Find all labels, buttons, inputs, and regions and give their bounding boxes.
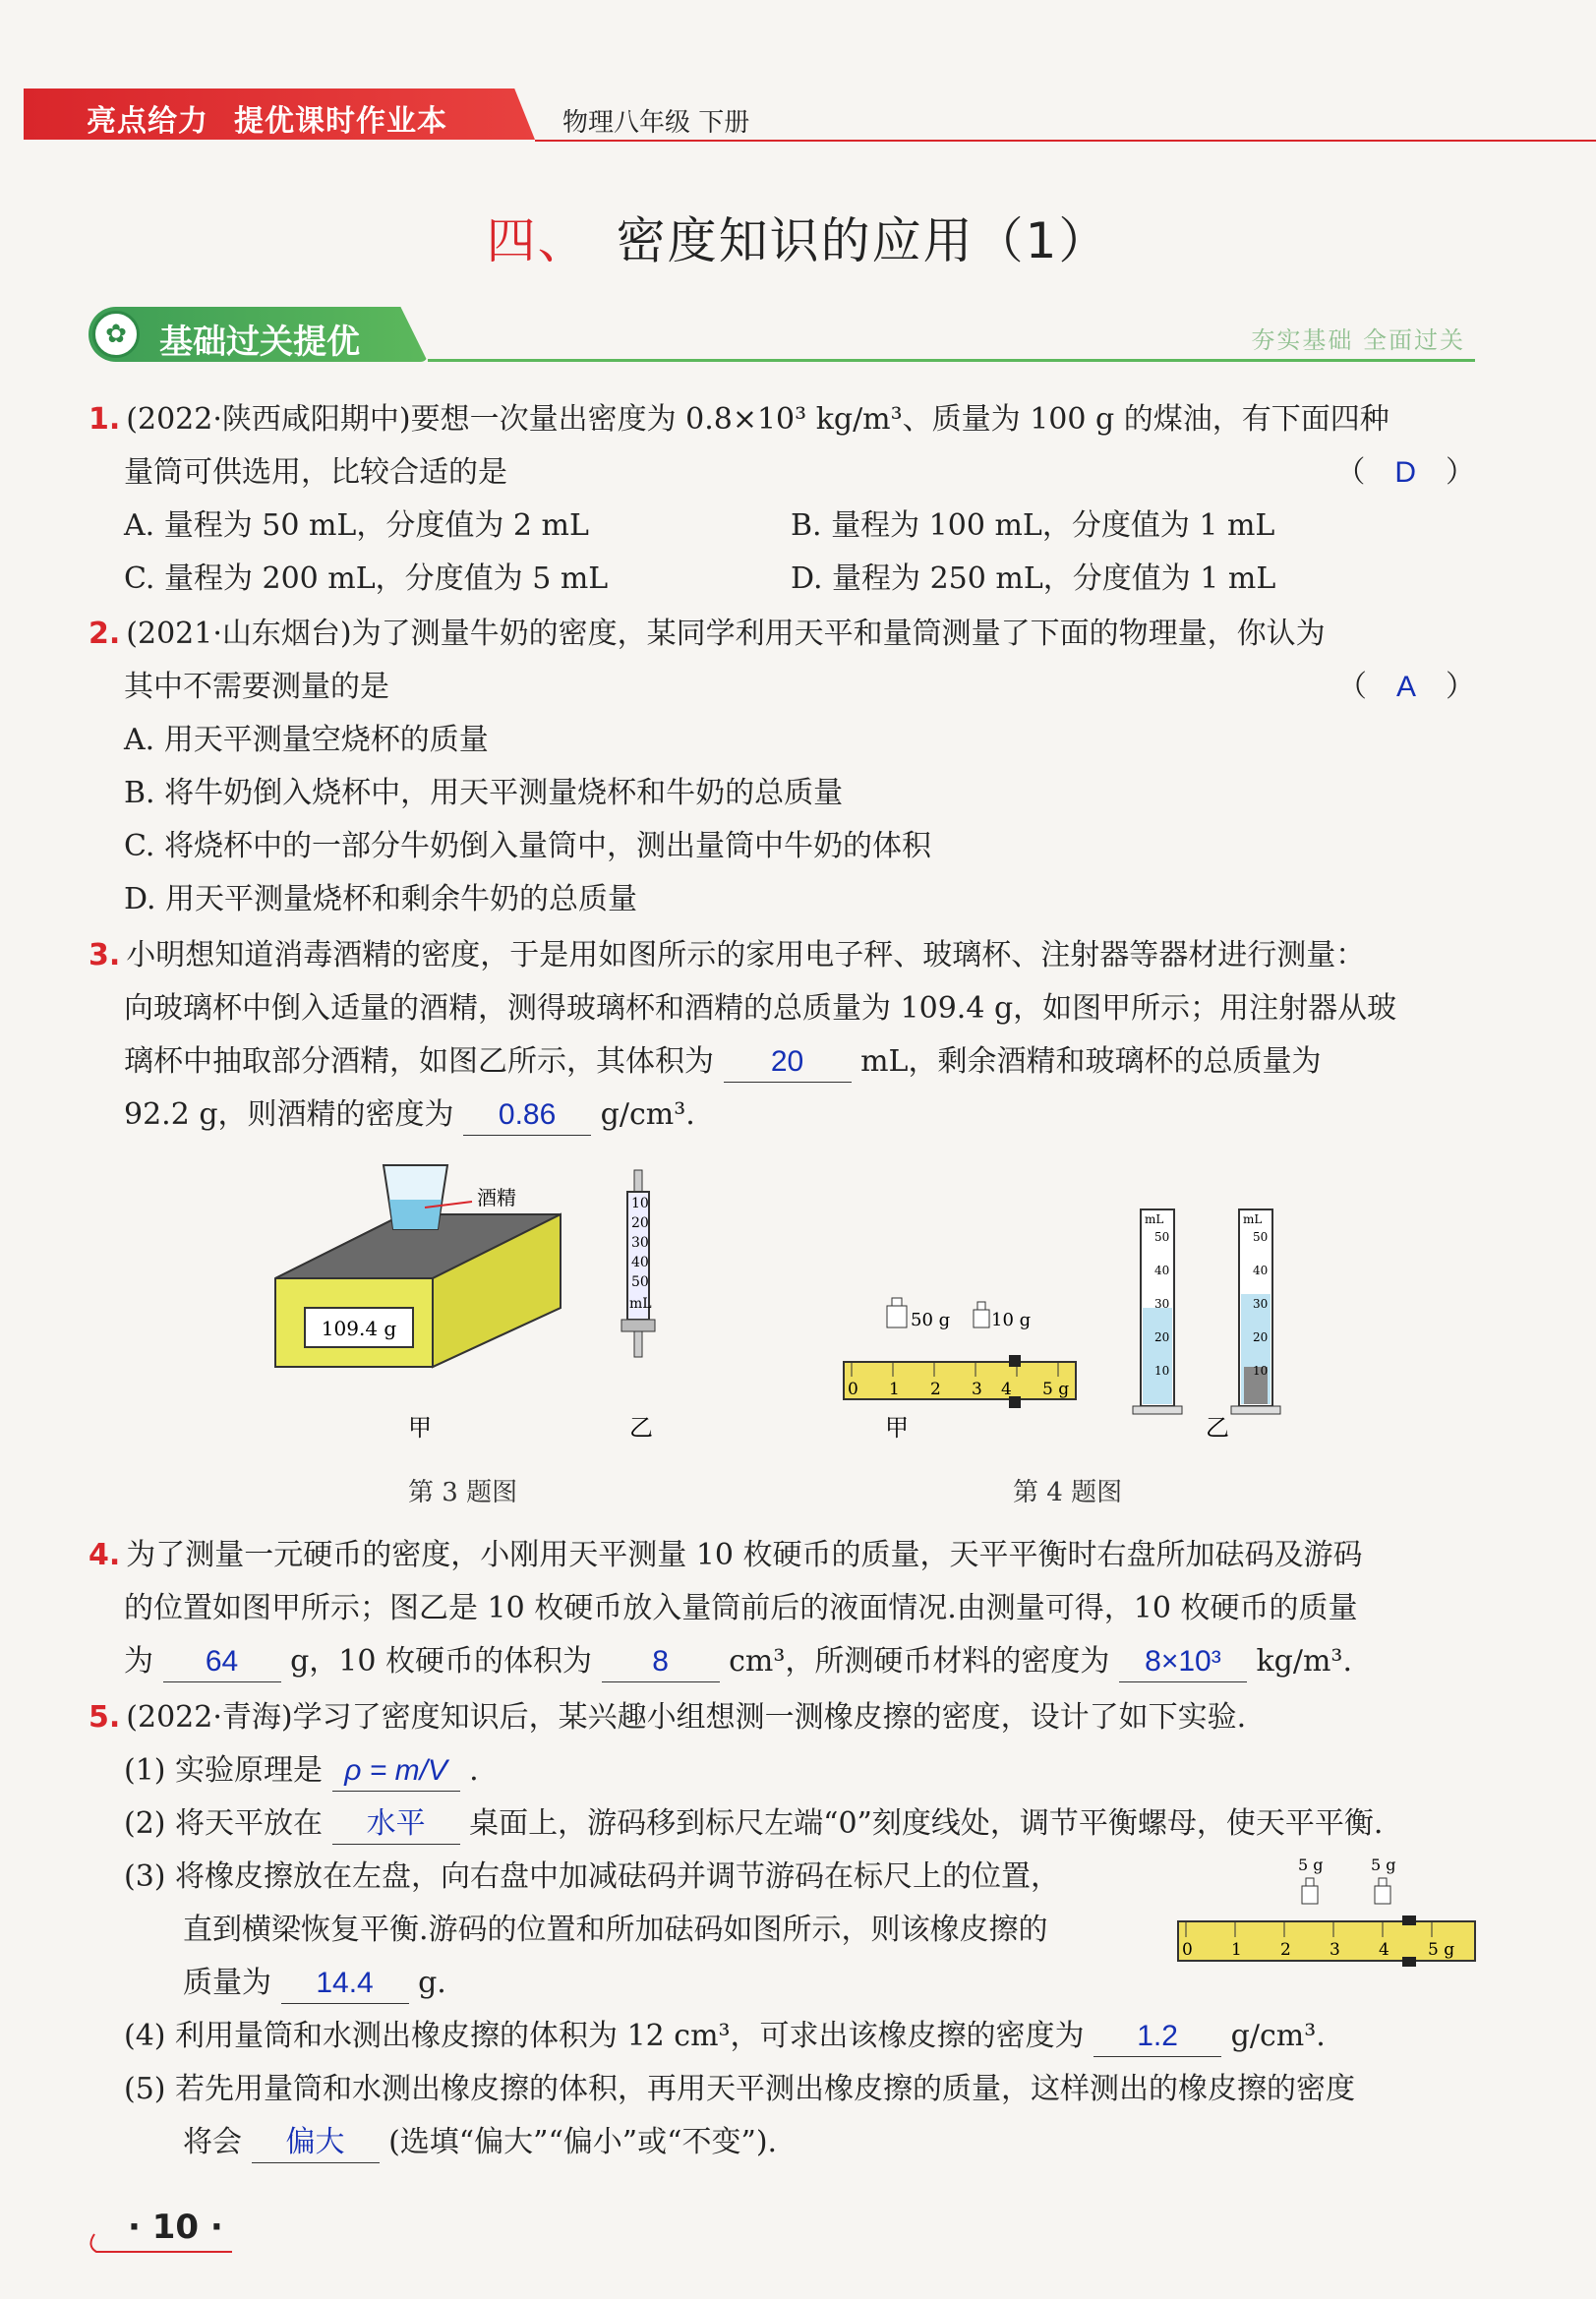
q4-line3 (124, 1635, 1352, 1688)
q5-effect-blank: 偏大 (252, 2123, 380, 2163)
fig4-tick-0: 0 (848, 1380, 858, 1399)
section-rule (428, 359, 1475, 362)
fig4-cyl2-20: 20 (1253, 1330, 1269, 1344)
q5-part2-a: (2) 将天平放在 (124, 1806, 324, 1841)
question-3 (89, 929, 1475, 1146)
fig3-tick-40: 40 (631, 1255, 649, 1270)
fig4-base-1 (1133, 1406, 1182, 1414)
fig4-cyl1-20: 20 (1154, 1330, 1170, 1344)
q2-line2: 其中不需要测量的是 (124, 670, 389, 704)
q3-line1 (89, 929, 1365, 982)
q5-balance-rule-figure (1170, 1849, 1485, 1986)
fig3-syringe-tip (634, 1331, 642, 1357)
q5-part3-line1: (3) 将橡皮擦放在左盘，向右盘中加减砝码并调节游码在标尺上的位置， (124, 1859, 1061, 1894)
q5-part5-line2-b: (选填“偏大”“偏小”或“不变”). (388, 2125, 778, 2159)
title-number: 四、 (486, 212, 589, 269)
fig4-weight-50-knob (892, 1298, 902, 1306)
fig4-weight-10: 10 g (991, 1310, 1032, 1330)
q5-weight2-body (1375, 1886, 1390, 1904)
q5-part1 (124, 1744, 479, 1798)
q5-tick-4: 4 (1379, 1940, 1389, 1960)
q1-option-d: D. 量程为 250 mL，分度值为 1 mL (791, 561, 1276, 596)
q5-tick-0: 0 (1182, 1940, 1193, 1960)
q5-part4-b: g/cm³. (1230, 2019, 1326, 2053)
fig4-cyl1-40: 40 (1154, 1264, 1170, 1277)
fig3-tick-20: 20 (631, 1215, 649, 1231)
fig4-cyl2-30: 30 (1253, 1297, 1269, 1311)
q2-option-a: A. 用天平测量空烧杯的质量 (124, 723, 489, 757)
fig4-tick-5: 5 g (1042, 1380, 1070, 1399)
q4-line3-d: kg/m³. (1256, 1644, 1352, 1679)
header-brand (87, 96, 473, 140)
q5-tick-2: 2 (1280, 1940, 1291, 1960)
fig4-cyl1-unit: mL (1145, 1212, 1164, 1226)
fig4-cyl2-40: 40 (1253, 1264, 1269, 1277)
fig3-tick-30: 30 (631, 1235, 649, 1251)
fig4-cyl2-50: 50 (1253, 1230, 1269, 1244)
fig4-cyl1-30: 30 (1154, 1297, 1170, 1311)
q5-tick-5: 5 g (1428, 1940, 1455, 1960)
sprout-icon: ✿ (92, 311, 140, 358)
fig3-tick-50: 50 (631, 1274, 649, 1290)
q5-number: 5. (89, 1700, 121, 1735)
fig3-label-yi: 乙 (629, 1414, 653, 1442)
fig3-liquid (389, 1200, 442, 1229)
q3-volume-blank: 20 (724, 1042, 852, 1083)
q1-option-c: C. 量程为 200 mL，分度值为 5 mL (124, 561, 609, 596)
q5-part3-line3-a: 质量为 (183, 1966, 271, 2000)
fig3-scale-syringe (256, 1160, 718, 1455)
title-text: 密度知识的应用（1） (616, 212, 1110, 269)
q5-weight1-knob (1306, 1878, 1314, 1886)
fig4-label-jia: 甲 (885, 1414, 909, 1442)
fig4-cyl2-10: 10 (1253, 1364, 1269, 1378)
q4-line2: 的位置如图甲所示；图乙是 10 枚硬币放入量筒前后的液面情况.由测量可得，10 枚硬币的质量 (124, 1591, 1358, 1625)
q5-part3-line2: 直到横梁恢复平衡.游码的位置和所加砝码如图所示，则该橡皮擦的 (183, 1913, 1048, 1947)
q1-line2: 量筒可供选用，比较合适的是 (124, 455, 507, 490)
q5-part2 (124, 1798, 1383, 1851)
fig4-caption: 第 4 题图 (1013, 1478, 1123, 1507)
fig3-syringe-grip (621, 1320, 655, 1331)
brand-right: 提优课时作业本 (234, 104, 447, 139)
section-tagline: 夯实基础 全面过关 (1251, 326, 1465, 354)
q1-number: 1. (89, 402, 121, 437)
fig4-cyl1-10: 10 (1154, 1364, 1170, 1378)
header-rule (535, 140, 1596, 142)
page-header (24, 88, 1577, 144)
fig4-weight-10-knob (977, 1302, 985, 1310)
q1-answer-paren: （ D ） (1335, 455, 1475, 490)
section-label: 基础过关提优 (159, 323, 360, 362)
q5-part2-b: 桌面上，游码移到标尺左端“0”刻度线处，调节平衡螺母，使天平平衡. (469, 1806, 1384, 1841)
section-bar (89, 307, 1475, 366)
q4-line3-c: cm³，所测硬币材料的密度为 (729, 1644, 1110, 1679)
q5-part1-a: (1) 实验原理是 (124, 1753, 324, 1788)
q2-line1 (89, 608, 1326, 661)
q4-line1 (89, 1529, 1363, 1582)
q5-part1-b: . (469, 1753, 479, 1788)
q4-density-blank: 8×10³ (1119, 1642, 1247, 1682)
q2-stem-1: (2021·山东烟台)为了测量牛奶的密度，某同学利用天平和量筒测量了下面的物理量，你认为 (126, 617, 1326, 651)
q2-number: 2. (89, 617, 121, 651)
q5-tick-1: 1 (1231, 1940, 1242, 1960)
q5-level-blank: 水平 (332, 1804, 460, 1845)
q5-mass-blank: 14.4 (281, 1964, 409, 2004)
q5-weight2-label: 5 g (1371, 1856, 1396, 1874)
q3-line3-a: 璃杯中抽取部分酒精，如图乙所示，其体积为 (124, 1044, 714, 1079)
q1-line1 (89, 393, 1389, 446)
fig4-cyl1-50: 50 (1154, 1230, 1170, 1244)
fig4-tick-4: 4 (1001, 1380, 1012, 1399)
q1-answer: D (1394, 456, 1416, 489)
q3-line3 (124, 1035, 1321, 1089)
q4-number: 4. (89, 1538, 121, 1572)
fig3-tick-unit: mL (629, 1296, 652, 1312)
page-title (0, 202, 1596, 272)
q4-volume-blank: 8 (602, 1642, 720, 1682)
q3-line2: 向玻璃杯中倒入适量的酒精，测得玻璃杯和酒精的总质量为 109.4 g，如图甲所示；用注射器从玻 (124, 991, 1397, 1026)
q2-option-d: D. 用天平测量烧杯和剩余牛奶的总质量 (124, 882, 638, 916)
fig4-tick-2: 2 (930, 1380, 941, 1399)
fig3-caption: 第 3 题图 (408, 1478, 518, 1507)
q5-rider-top (1402, 1916, 1416, 1925)
fig4-tick-3: 3 (972, 1380, 982, 1399)
question-1 (89, 393, 1475, 610)
fig4-cyl2-unit: mL (1243, 1212, 1263, 1226)
fig3-liquid-label: 酒精 (477, 1186, 516, 1209)
q2-answer: A (1395, 671, 1416, 703)
fig3-tick-10: 10 (631, 1196, 649, 1211)
question-4 (89, 1529, 1475, 1696)
fig4-weight-50: 50 g (911, 1310, 951, 1330)
q5-weight1-body (1302, 1886, 1318, 1904)
q1-stem-1: (2022·陕西咸阳期中)要想一次量出密度为 0.8×10³ kg/m³、质量为 100 g 的煤油，有下面四种 (126, 402, 1389, 437)
q4-mass-blank: 64 (163, 1642, 281, 1682)
q5-part4-a: (4) 利用量筒和水测出橡皮擦的体积为 12 cm³，可求出该橡皮擦的密度为 (124, 2019, 1085, 2053)
q5-part5-line1: (5) 若先用量筒和水测出橡皮擦的体积，再用天平测出橡皮擦的质量，这样测出的橡皮擦的密度 (124, 2072, 1356, 2106)
brand-left: 亮点给力 (87, 104, 208, 139)
q4-line3-b: g，10 枚硬币的体积为 (290, 1644, 593, 1679)
q5-tick-3: 3 (1330, 1940, 1340, 1960)
q5-part5-line2 (183, 2116, 777, 2169)
q2-answer-paren: （ A ） (1336, 670, 1475, 704)
course-name: 物理八年级 下册 (562, 108, 750, 138)
fig4-rule (844, 1362, 1076, 1399)
q5-line1 (89, 1691, 1246, 1744)
q3-density-blank: 0.86 (463, 1095, 591, 1136)
q5-part4 (124, 2010, 1326, 2063)
q5-rider-bottom (1402, 1957, 1416, 1967)
q5-part3-line3-b: g. (418, 1966, 446, 2000)
q3-line4 (124, 1089, 695, 1142)
fig4-weight-10-body (974, 1310, 989, 1327)
fig4-balance-cylinders (826, 1200, 1318, 1455)
q3-line4-b: g/cm³. (600, 1097, 695, 1132)
q5-part5-line2-a: 将会 (183, 2125, 242, 2159)
fig3-display-reading: 109.4 g (321, 1317, 397, 1340)
q5-part3-line3 (183, 1957, 446, 2010)
fig4-weight-50-body (887, 1306, 907, 1327)
fig4-water-1 (1143, 1308, 1172, 1404)
q3-line4-a: 92.2 g，则酒精的密度为 (124, 1097, 454, 1132)
fig3-label-jia: 甲 (408, 1414, 432, 1442)
q5-weight1-label: 5 g (1298, 1856, 1324, 1874)
fig4-label-yi: 乙 (1206, 1414, 1229, 1442)
q4-line3-a: 为 (124, 1644, 153, 1679)
fig4-rider-top (1009, 1355, 1021, 1367)
q3-stem-1: 小明想知道消毒酒精的密度，于是用如图所示的家用电子秤、玻璃杯、注射器等器材进行测量： (126, 938, 1366, 973)
fig4-tick-1: 1 (889, 1380, 900, 1399)
q3-number: 3. (89, 938, 121, 973)
q5-principle-blank: ρ = m/V (332, 1751, 460, 1792)
fig4-base-2 (1231, 1406, 1280, 1414)
q2-option-c: C. 将烧杯中的一部分牛奶倒入量筒中，测出量筒中牛奶的体积 (124, 829, 931, 863)
q5-weight2-knob (1379, 1878, 1387, 1886)
q5-density-blank: 1.2 (1094, 2017, 1221, 2057)
q1-option-a: A. 量程为 50 mL，分度值为 2 mL (124, 508, 589, 543)
q3-line3-b: mL，剩余酒精和玻璃杯的总质量为 (860, 1044, 1322, 1079)
q4-stem-1: 为了测量一元硬币的密度，小刚用天平测量 10 枚硬币的质量，天平平衡时右盘所加砝码及游码 (126, 1538, 1363, 1572)
fig3-syringe-plunger (634, 1170, 642, 1192)
question-2 (89, 608, 1475, 932)
q1-option-b: B. 量程为 100 mL，分度值为 1 mL (791, 508, 1275, 543)
q5-stem-1: (2022·青海)学习了密度知识后，某兴趣小组想测一测橡皮擦的密度，设计了如下实验. (126, 1700, 1247, 1735)
page-number: · 10 · (128, 2208, 223, 2247)
q2-option-b: B. 将牛奶倒入烧杯中，用天平测量烧杯和牛奶的总质量 (124, 776, 844, 810)
